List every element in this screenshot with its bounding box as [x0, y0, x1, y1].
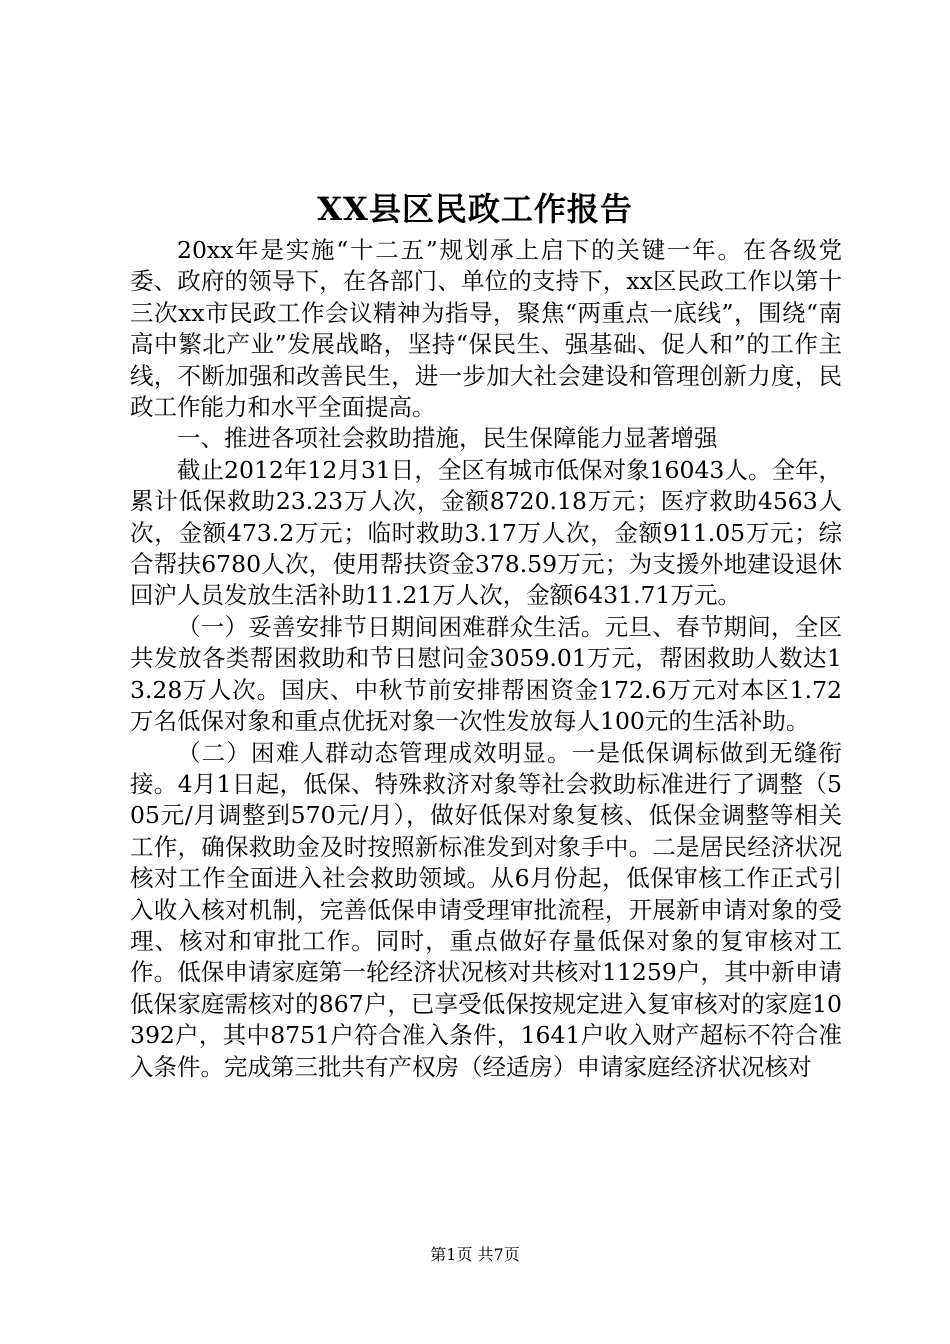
document-title: XX县区民政工作报告	[317, 190, 633, 228]
section-summary-paragraph: 截止2012年12月31日，全区有城市低保对象16043人。全年，累计低保救助23.23万人次，金额8720.18万元；医疗救助4563人次，金额473.2万元；临时救助3.17万人次，金额911.05万元；综合帮扶6780人次，使用帮扶资金378.59万元；为支援外地建设退休回沪人员发放生活补助11.21万人次，金额6431.71万元。	[130, 455, 842, 610]
intro-paragraph: 20xx年是实施“十二五”规划承上启下的关键一年。在各级党委、政府的领导下，在各部门、单位的支持下，xx区民政工作以第十三次xx市民政工作会议精神为指导，聚焦“两重点一底线”，围绕“南高中繁北产业”发展战略，坚持“保民生、强基础、促人和”的工作主线，不断加强和改善民生，进一步加大社会建设和管理创新力度，民政工作能力和水平全面提高。	[130, 236, 842, 422]
item-two-paragraph: （二）困难人群动态管理成效明显。一是低保调标做到无缝衔接。4月1日起，低保、特殊救济对象等社会救助标准进行了调整（505元/月调整到570元/月），做好低保对象复核、低保金调整等相关工作，确保救助金及时按照新标准发到对象手中。二是居民经济状况核对工作全面进入社会救助领域。从6月份起，低保审核工作正式引入收入核对机制，完善低保申请受理审批流程，开展新申请对象的受理、核对和审批工作。同时，重点做好存量低保对象的复审核对工作。低保申请家庭第一轮经济状况核对共核对11259户，其中新申请低保家庭需核对的867户，已享受低保按规定进入复审核对的家庭10392户，其中8751户符合准入条件，1641户收入财产超标不符合准入条件。完成第三批共有产权房（经适房）申请家庭经济状况核对	[130, 738, 842, 1081]
item-one-paragraph: （一）妥善安排节日期间困难群众生活。元旦、春节期间，全区共发放各类帮困救助和节日慰问金3059.01万元，帮困救助人数达13.28万人次。国庆、中秋节前安排帮困资金172.6万元对本区1.72万名低保对象和重点优抚对象一次性发放每人100元的生活补助。	[130, 612, 842, 736]
document-body	[130, 235, 842, 1083]
page-number-footer: 第1页 共7页	[430, 1245, 520, 1264]
section-heading: 一、推进各项社会救助措施，民生保障能力显著增强	[177, 424, 718, 453]
